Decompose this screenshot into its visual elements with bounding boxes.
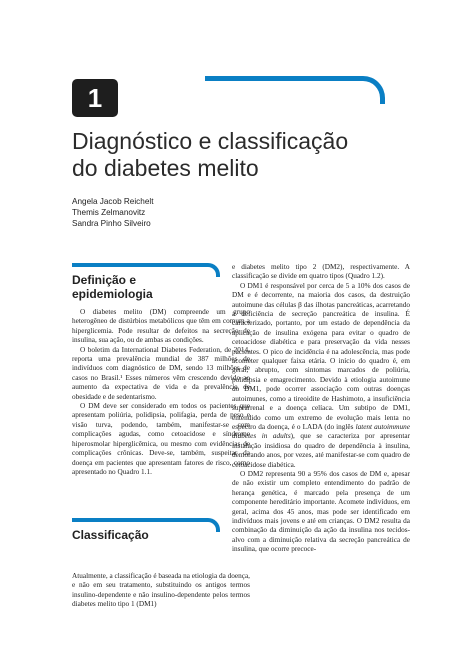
paragraph-classificacao: Atualmente, a classificação é baseada na etiologia da doença, e não em seu tratamento, substituindo os antigos termos insulino-dependente e não insulino-dependente pelos termos diabetes melito tipo 1 (DM1): [72, 572, 250, 609]
paragraph-right-0: e diabetes melito tipo 2 (DM2), respectivamente. A classificação se divide em quatro tipos (Quadro 1.2).: [232, 263, 410, 281]
lada-expansion: latent autoimmune diabetes in adults: [232, 422, 410, 441]
paragraph-1: O diabetes melito (DM) compreende um grupo heterogêneo de distúrbios metabólicos que têm em comum a hiperglicemia. Pode resultar de defeitos na secreção de insulina, sua ação, ou de ambas as condições.: [72, 308, 250, 345]
paragraph-right-1-end: ), que se caracteriza por apresentar instalação insidiosa do quadro de dependência à insulina, demorando anos, por vezes, até manifestar-se com quadro de cetoacidose diabética.: [232, 432, 410, 469]
chapter-title-line-2: do diabetes melito: [72, 155, 259, 181]
authors-list: [72, 196, 153, 229]
chapter-title: [72, 128, 412, 182]
section-title-definicao: [72, 273, 153, 301]
section-title-classificacao: Classificação: [72, 528, 149, 542]
author-3: Sandra Pinho Silveiro: [72, 219, 151, 228]
chapter-title-line-1: Diagnóstico e classificação: [72, 128, 349, 154]
section-title-line-1: Definição e: [72, 273, 137, 287]
paragraph-right-1: [232, 282, 410, 470]
chapter-number: 1: [87, 82, 103, 113]
paragraph-2: O boletim da International Diabetes Federation, de 2014, reporta uma prevalência mundial de 387 milhões de indivíduos com diagnóstico de DM, sendo 13 milhões de casos no Brasil.¹ Esses números vêm crescendo devido ao aumento da expectativa de vida e da prevalência de obesidade e de sedentarismo.: [72, 345, 250, 401]
author-2: Themis Zelmanovitz: [72, 208, 146, 217]
paragraph-right-2: O DM2 representa 90 a 95% dos casos de DM e, apesar de não existir um completo entendimento do padrão de herança genética, é marcado pela presença de um componente hereditário importante. Acomete indivíduos, em geral, acima dos 45 anos, mas pode ser identificado em indivíduos mais jovens e até em crianças. O DM2 resulta da combinação da diminuição da ação da insulina nos tecidos-alvo com a diminuição relativa da secreção pancreática de insulina, que ocorre precoce-: [232, 469, 410, 554]
section-title-line-2: epidemiologia: [72, 287, 153, 301]
chapter-header-rule: [205, 76, 385, 104]
chapter-number-badge: [72, 79, 118, 117]
author-1: Angela Jacob Reichelt: [72, 197, 154, 206]
paragraph-3: O DM deve ser considerado em todos os pacientes que apresentam poliúria, polidipsia, polifagia, perda de peso e visão turva, podendo, também, manifestar-se com complicações agudas, como cetoacidose e síndrome hiperosmolar hiperglicêmica, ou mesmo com evidências de complicações crônicas. Deve-se, também, suspeitar da doença em pacientes que apresentam fatores de risco, como apresentado no Quadro 1.1.: [72, 402, 250, 476]
left-column-definicao: [72, 308, 250, 477]
paragraph-right-1-text: O DM1 é responsável por cerca de 5 a 10% dos casos de DM e é decorrente, na maioria dos casos, da destruição autoimune das células β das ilhotas pancreáticas, acarretando a deficiência de secreção pancreática de insulina. É caracterizado, portanto, por um estado de dependência da aplicação de insulina exógena para evitar o quadro de cetoacidose diabética e para preservação da vida nesses pacientes. O pico de incidência é na adolescência, mas pode acometer qualquer faixa etária. O início do quadro é, em geral, abrupto, com sintomas marcados de poliúria, polidipsia e emagrecimento. Devido à etiologia autoimune do DM1, pode ocorrer associação com outras doenças autoimunes, como a tireoidite de Hashimoto, a insuficiência suprarrenal e a doença celíaca. Um subtipo de DM1, entendido como um extremo de evolução mais lenta no espectro da doença, é o LADA (do inglês: [232, 281, 410, 431]
right-column: [232, 263, 410, 555]
left-column-classificacao: [72, 572, 250, 610]
